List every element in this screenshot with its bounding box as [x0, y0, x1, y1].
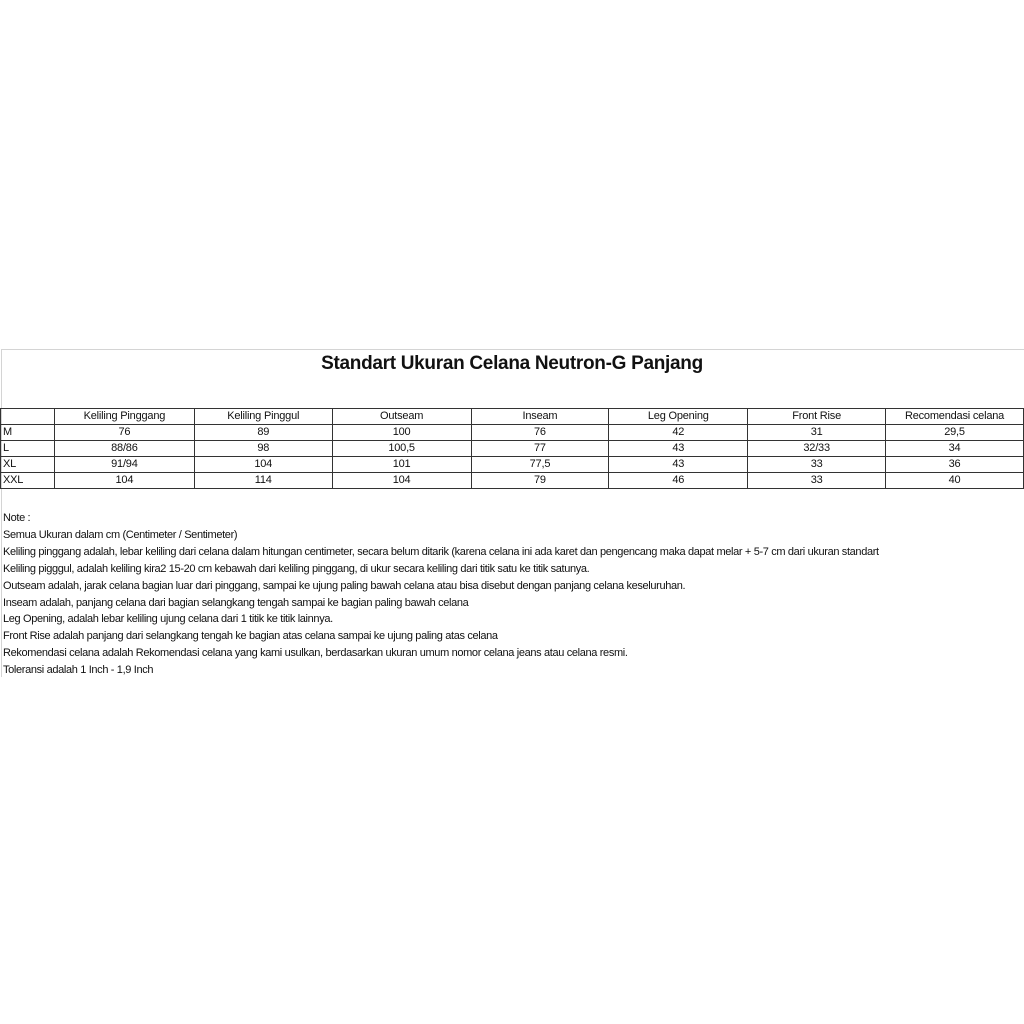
value-cell: 32/33: [748, 441, 886, 457]
value-cell: 42: [609, 425, 748, 441]
value-cell: 33: [748, 473, 886, 489]
value-cell: 43: [609, 457, 748, 473]
size-cell: XL: [1, 457, 55, 473]
value-cell: 76: [54, 425, 194, 441]
value-cell: 40: [886, 473, 1024, 489]
note-line: Keliling pinggang adalah, lebar keliling dari celana dalam hitungan centimeter, secara belum ditarik (karena celana ini ada karet dan pengencang maka dapat melar + 5-7 cm dari ukuran standart: [3, 545, 879, 558]
size-cell: XXL: [1, 473, 55, 489]
value-cell: 114: [194, 473, 332, 489]
table-row: [1, 425, 1024, 441]
note-line: Front Rise adalah panjang dari selangkang tengah ke bagian atas celana sampai ke ujung paling atas celana: [3, 630, 498, 643]
column-header: Leg Opening: [609, 409, 748, 425]
value-cell: 104: [332, 473, 471, 489]
column-header: Recomendasi celana: [886, 409, 1024, 425]
table-row: [1, 473, 1024, 489]
note-line: Outseam adalah, jarak celana bagian luar dari pinggang, sampai ke ujung paling bawah celana atau bisa disebut dengan panjang celana keseluruhan.: [3, 579, 686, 592]
value-cell: 88/86: [54, 441, 194, 457]
value-cell: 104: [194, 457, 332, 473]
value-cell: 31: [748, 425, 886, 441]
page-title: Standart Ukuran Celana Neutron-G Panjang: [321, 353, 703, 374]
column-header: Inseam: [471, 409, 609, 425]
note-line: Toleransi adalah 1 Inch - 1,9 Inch: [3, 664, 154, 677]
notes-section: [3, 510, 879, 679]
size-cell: L: [1, 441, 55, 457]
value-cell: 34: [886, 441, 1024, 457]
table-row: [1, 441, 1024, 457]
note-line: Rekomendasi celana adalah Rekomendasi celana yang kami usulkan, berdasarkan ukuran umum nomor celana jeans atau celana resmi.: [3, 647, 628, 660]
note-line: Leg Opening, adalah lebar keliling ujung celana dari 1 titik ke titik lainnya.: [3, 613, 333, 626]
value-cell: 89: [194, 425, 332, 441]
table-row: [1, 457, 1024, 473]
size-table: [0, 408, 1024, 489]
column-header: [1, 409, 55, 425]
value-cell: 98: [194, 441, 332, 457]
value-cell: 33: [748, 457, 886, 473]
column-header: Keliling Pinggang: [54, 409, 194, 425]
table-header-row: [1, 409, 1024, 425]
value-cell: 104: [54, 473, 194, 489]
value-cell: 100,5: [332, 441, 471, 457]
value-cell: 91/94: [54, 457, 194, 473]
column-header: Keliling Pinggul: [194, 409, 332, 425]
value-cell: 46: [609, 473, 748, 489]
note-line: Keliling pigggul, adalah keliling kira2 15-20 cm kebawah dari keliling pinggang, di ukur secara keliling dari titik satu ke titik satunya.: [3, 562, 590, 575]
value-cell: 43: [609, 441, 748, 457]
value-cell: 29,5: [886, 425, 1024, 441]
note-line: Inseam adalah, panjang celana dari bagian selangkang tengah sampai ke bagian paling bawah celana: [3, 596, 469, 609]
value-cell: 79: [471, 473, 609, 489]
note-line: Semua Ukuran dalam cm (Centimeter / Sentimeter): [3, 528, 238, 541]
column-header: Outseam: [332, 409, 471, 425]
size-cell: M: [1, 425, 55, 441]
notes-heading: Note :: [3, 512, 31, 524]
value-cell: 36: [886, 457, 1024, 473]
column-header: Front Rise: [748, 409, 886, 425]
value-cell: 77: [471, 441, 609, 457]
value-cell: 76: [471, 425, 609, 441]
value-cell: 100: [332, 425, 471, 441]
value-cell: 77,5: [471, 457, 609, 473]
value-cell: 101: [332, 457, 471, 473]
